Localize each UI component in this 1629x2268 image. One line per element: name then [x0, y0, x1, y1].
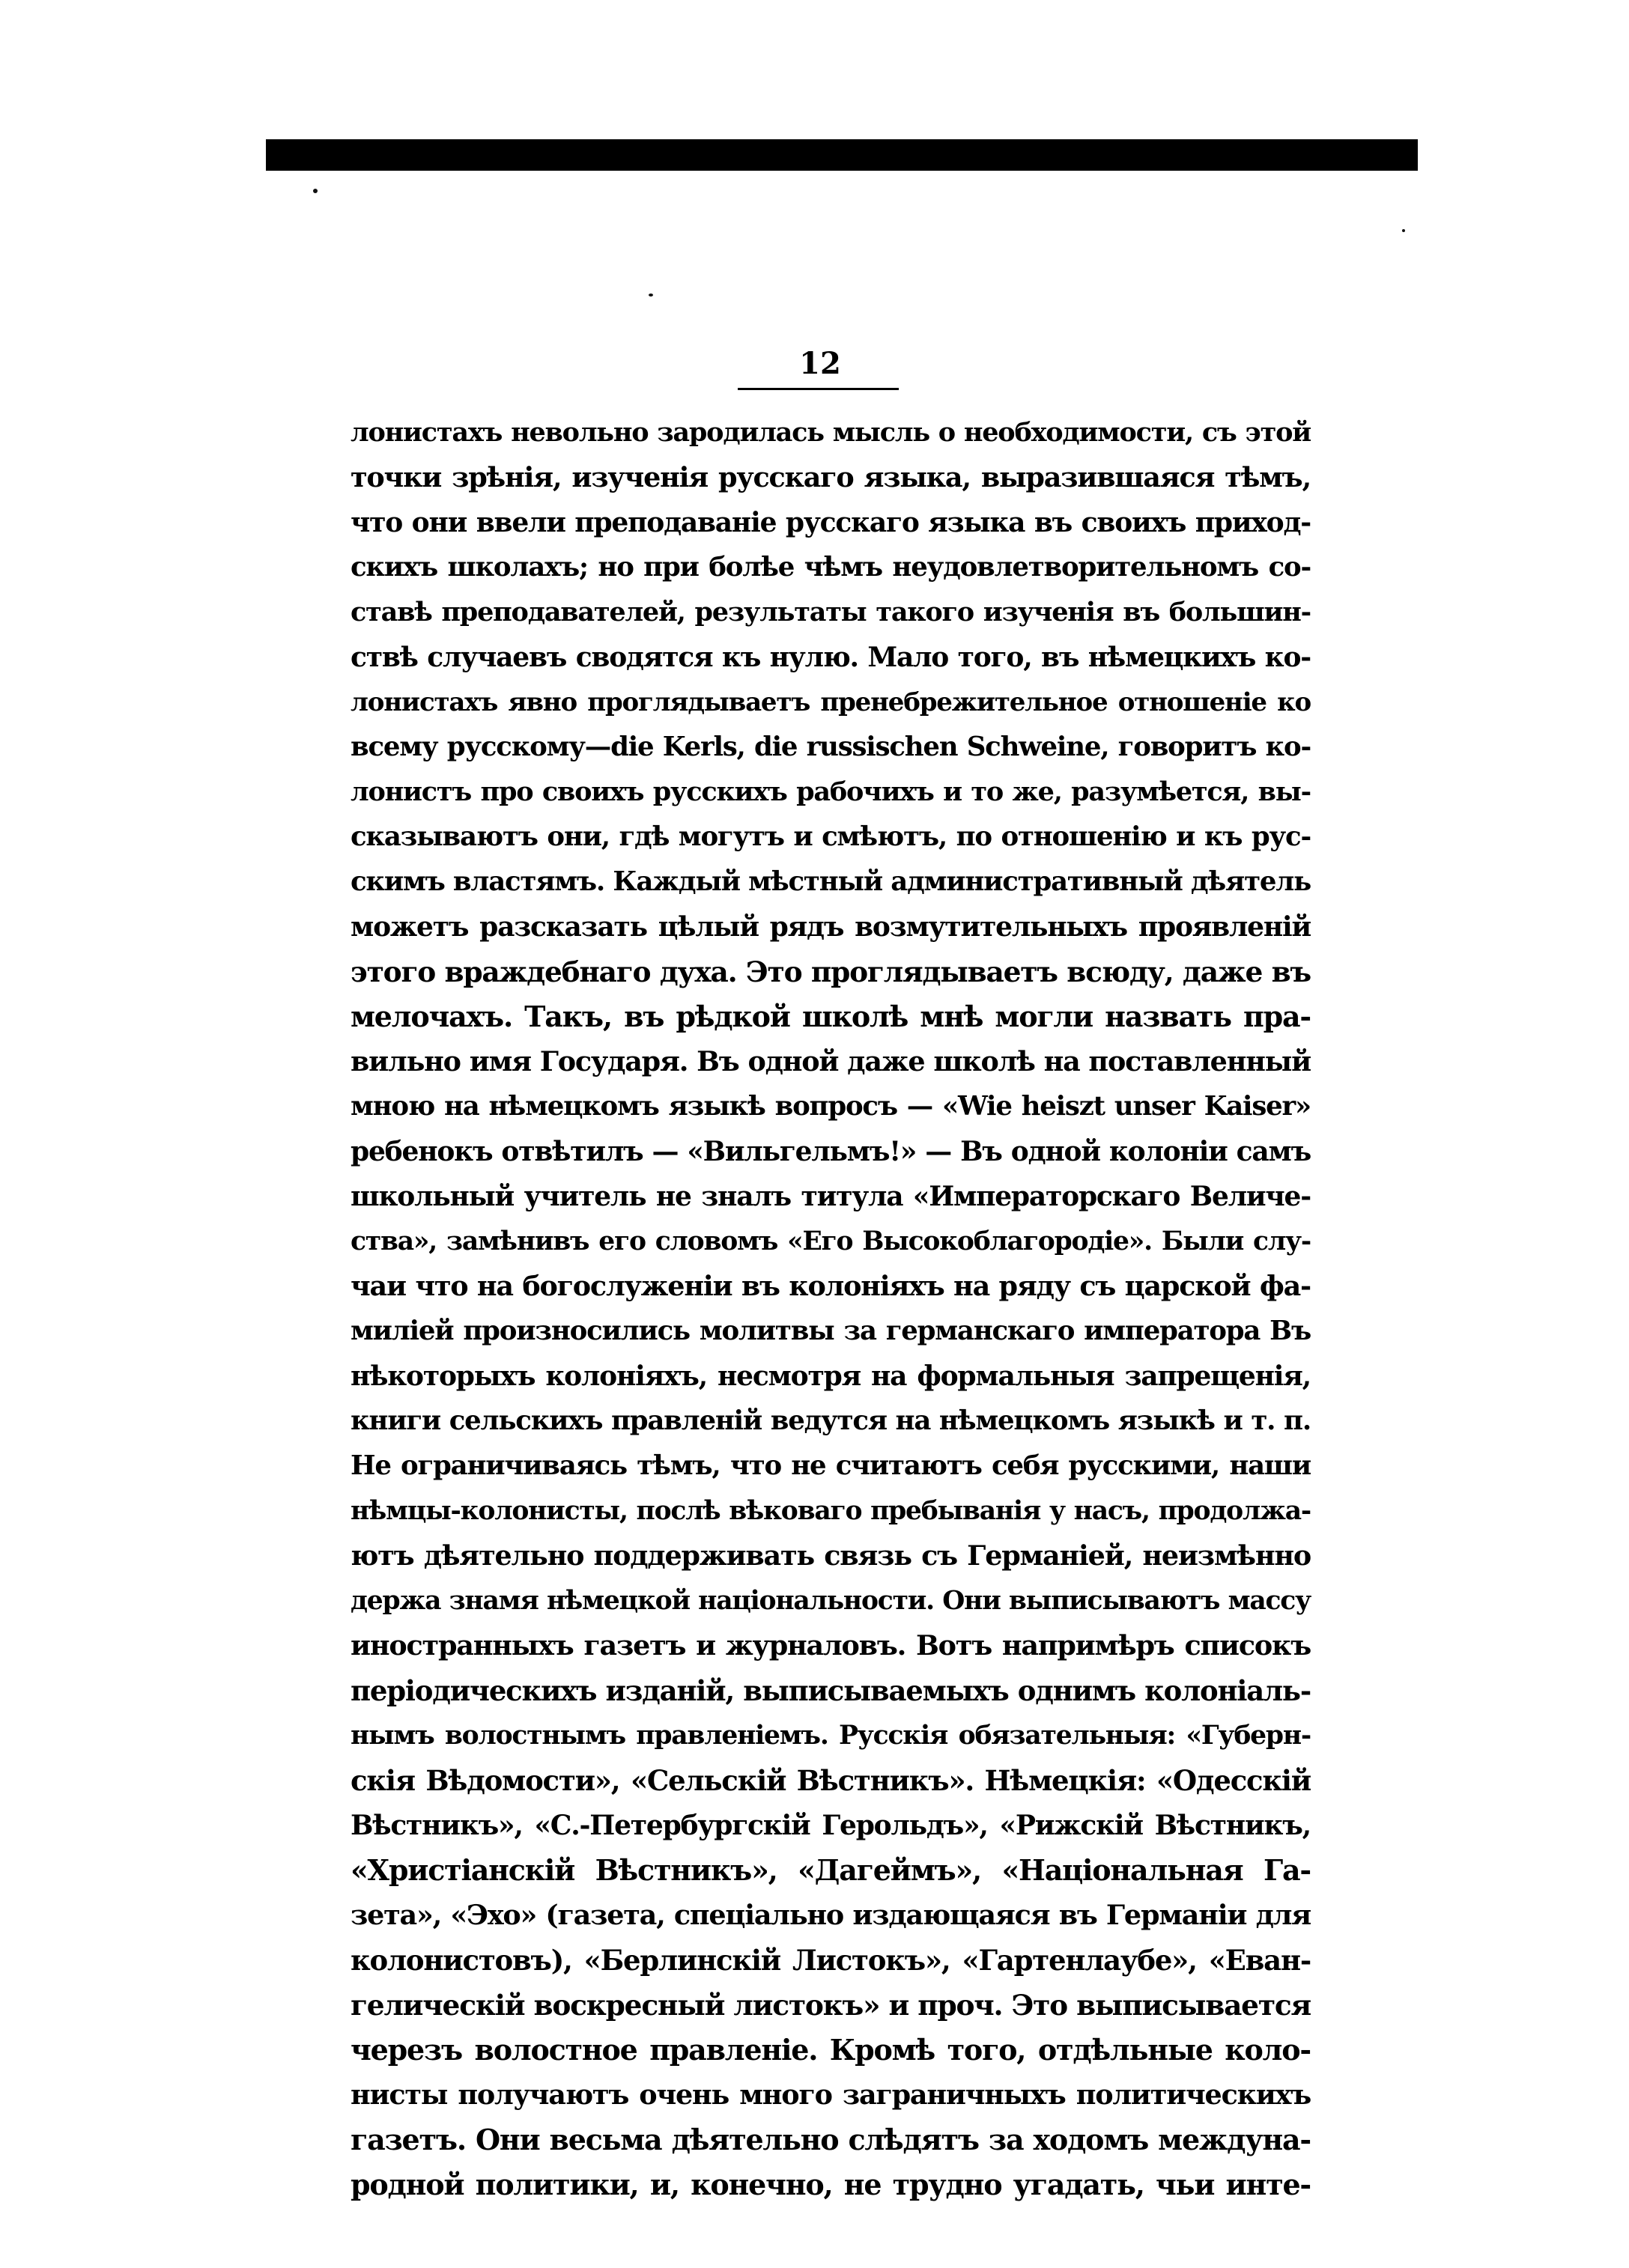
text-line: «Христіанскій Вѣстникъ», «Дагеймъ», «Національная Га-	[351, 1853, 1311, 1887]
top-header-rule	[266, 139, 1418, 171]
text-line: зета», «Эхо» (газета, спеціально издающаяся въ Германіи для	[351, 1899, 1311, 1931]
text-line: періодическихъ изданій, выписываемыхъ однимъ колоніаль-	[351, 1674, 1311, 1707]
text-line: ствѣ случаевъ сводятся къ нулю. Мало того, въ нѣмецкихъ ко-	[351, 642, 1311, 673]
text-line: можетъ разсказать цѣлый рядъ возмутительныхъ проявленій	[351, 911, 1311, 943]
text-line: лонистъ про своихъ русскихъ рабочихъ и то же, разумѣется, вы-	[351, 776, 1311, 807]
text-line: ребенокъ отвѣтилъ — «Вильгельмъ!» — Въ одной колоніи самъ	[351, 1136, 1311, 1167]
text-line: гелическій воскресный листокъ» и проч. Это выписывается	[351, 1989, 1311, 2022]
text-line: родной политики, и, конечно, не трудно угадать, чьи инте-	[351, 2168, 1311, 2201]
text-line: школьный учитель не зналъ титула «Императорскаго Величе-	[351, 1181, 1311, 1212]
text-line: ютъ дѣятельно поддерживать связь съ Германіей, неизмѣнно	[351, 1539, 1311, 1572]
text-line: сказываютъ они, гдѣ могутъ и смѣютъ, по отношенію и къ рус-	[351, 821, 1311, 852]
print-speck	[313, 189, 318, 193]
text-line: мною на нѣмецкомъ языкѣ вопросъ — «Wie heiszt unser Kaiser»	[351, 1091, 1311, 1122]
text-line: книги сельскихъ правленій ведутся на нѣмецкомъ языкѣ и т. п.	[351, 1405, 1311, 1436]
text-line: скія Вѣдомости», «Сельскій Вѣстникъ». Нѣмецкія: «Одесскій	[351, 1764, 1311, 1797]
text-line: лонистахъ невольно зародилась мысль о необходимости, съ этой	[351, 417, 1311, 448]
text-line: скимъ властямъ. Каждый мѣстный административный дѣятель	[351, 866, 1311, 897]
text-line: этого враждебнаго духа. Это проглядываетъ всюду, даже въ	[351, 955, 1311, 988]
text-line: чаи что на богослуженіи въ колоніяхъ на ряду съ царской фа-	[351, 1270, 1311, 1302]
text-line: всему русскому—die Kerls, die russischen Schweine, говоритъ ко-	[351, 732, 1311, 762]
text-line: нисты получаютъ очень много заграничныхъ политическихъ	[351, 2079, 1311, 2111]
text-line: держа знамя нѣмецкой національности. Они выписываютъ массу	[351, 1586, 1311, 1616]
text-line: ства», замѣнивъ его словомъ «Его Высокоблагородіе». Были слу-	[351, 1226, 1311, 1256]
text-line: ставѣ преподавателей, результаты такого изученія въ большин-	[351, 597, 1311, 627]
text-line: нѣмцы-колонисты, послѣ вѣковаго пребыванія у насъ, продолжа-	[351, 1496, 1311, 1526]
text-line: газетъ. Они весьма дѣятельно слѣдятъ за ходомъ междуна-	[351, 2123, 1311, 2156]
text-line: нымъ волостнымъ правленіемъ. Русскія обязательныя: «Губерн-	[351, 1721, 1311, 1751]
text-line: лонистахъ явно проглядываетъ пренебрежительное отношеніе ко	[351, 687, 1311, 717]
body-text	[351, 410, 1311, 2207]
text-line: мелочахъ. Такъ, въ рѣдкой школѣ мнѣ могли назвать пра-	[351, 1000, 1311, 1033]
text-line: скихъ школахъ; но при болѣе чѣмъ неудовлетворительномъ со-	[351, 552, 1311, 583]
text-line: Не ограничиваясь тѣмъ, что не считаютъ себя русскими, наши	[351, 1450, 1311, 1481]
page-number-rule	[738, 388, 899, 390]
text-line: черезъ волостное правленіе. Кромѣ того, отдѣльные коло-	[351, 2033, 1311, 2067]
text-line: Вѣстникъ», «С.-Петербургскій Герольдъ», «Рижскій Вѣстникъ,	[351, 1810, 1311, 1841]
text-line: что они ввели преподаваніе русскаго языка въ своихъ приход-	[351, 507, 1311, 538]
text-line: иностранныхъ газетъ и журналовъ. Вотъ напримѣръ списокъ	[351, 1629, 1311, 1662]
text-line: точки зрѣнія, изученія русскаго языка, выразившаяся тѣмъ,	[351, 461, 1311, 493]
text-line: миліей произносились молитвы за германскаго императора Въ	[351, 1316, 1311, 1346]
text-line: нѣкоторыхъ колоніяхъ, несмотря на формальныя запрещенія,	[351, 1361, 1311, 1392]
text-line: вильно имя Государя. Въ одной даже школѣ на поставленный	[351, 1045, 1311, 1077]
print-speck	[649, 294, 653, 297]
print-speck	[1402, 229, 1405, 232]
page-number: 12	[799, 346, 841, 381]
text-line: колонистовъ), «Берлинскій Листокъ», «Гартенлаубе», «Еван-	[351, 1944, 1311, 1977]
